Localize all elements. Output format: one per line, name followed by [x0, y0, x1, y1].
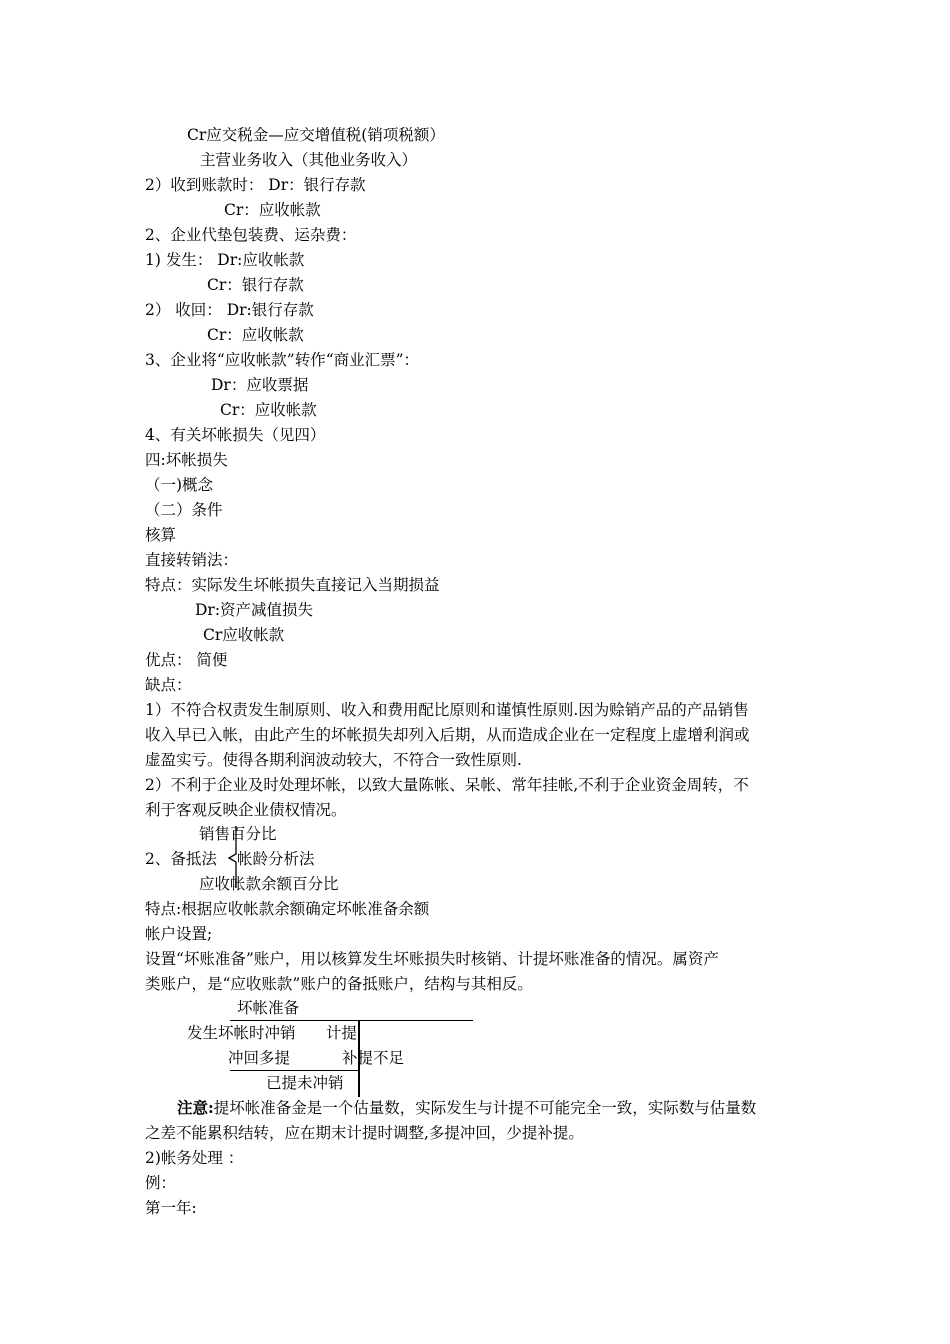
- t-account-balance: 已提未冲销: [266, 1074, 344, 1092]
- text-line: 直接转销法：: [145, 551, 239, 569]
- t-account-credit: 补提不足: [342, 1049, 405, 1067]
- text-line: 帐户设置;: [145, 925, 213, 943]
- left-brace-icon: [226, 826, 240, 888]
- section-heading: 2、企业代垫包装费、运杂费：: [145, 226, 357, 244]
- t-account-credit: 计提: [326, 1024, 358, 1042]
- text-line: 核算: [145, 526, 177, 544]
- text-line: 2） 收回： Dr:银行存款: [145, 301, 314, 319]
- text-line: 类账户，是“应收账款”账户的备抵账户，结构与其相反。: [145, 975, 533, 993]
- text-line: 主营业务收入（其他业务收入）: [200, 151, 418, 169]
- t-account-balance-line: [230, 1070, 359, 1071]
- brace-option: 应收帐款余额百分比: [199, 875, 339, 893]
- brace-option: 销售百分比: [199, 825, 277, 843]
- section-heading: 3、企业将“应收帐款”转作“商业汇票”：: [145, 351, 420, 369]
- text-line: 1）不符合权责发生制原则、收入和费用配比原则和谨慎性原则.因为赊销产品的产品销售: [145, 701, 749, 719]
- text-line: Dr：应收票据: [211, 376, 309, 394]
- text-line: Cr：银行存款: [207, 276, 304, 294]
- section-heading: 4、有关坏帐损失（见四）: [145, 426, 326, 444]
- text-line: 收入早已入帐，由此产生的坏帐损失却列入后期，从而造成企业在一定程度上虚增利润或: [145, 726, 750, 744]
- note-text: 提坏帐准备金是一个估量数，实际发生与计提不可能完全一致，实际数与估量数: [213, 1099, 757, 1117]
- t-account-top-line: [230, 1020, 473, 1021]
- brace-option: 帐龄分析法: [237, 850, 315, 868]
- note-line: [177, 1098, 756, 1118]
- text-line: 设置“坏账准备”账户，用以核算发生坏账损失时核销、计提坏账准备的情况。属资产: [145, 950, 719, 968]
- note-label: 注意:: [177, 1098, 214, 1117]
- text-line: 缺点：: [145, 676, 192, 694]
- text-line: 2、备抵法: [145, 850, 217, 868]
- text-line: 利于客观反映企业债权情况。: [145, 801, 347, 819]
- text-line: 2)帐务处理 ：: [145, 1149, 244, 1167]
- chapter-heading: 四:坏帐损失: [145, 451, 228, 469]
- text-line: Dr:资产减值损失: [195, 601, 314, 619]
- t-account-debit: 冲回多提: [228, 1049, 291, 1067]
- text-line: 特点:根据应收帐款余额确定坏帐准备余额: [145, 900, 430, 918]
- text-line: 特点：实际发生坏帐损失直接记入当期损益: [145, 576, 440, 594]
- subsection-heading: （一)概念: [145, 476, 214, 494]
- text-line: 1) 发生： Dr:应收帐款: [145, 251, 305, 269]
- text-line: 2）收到账款时： Dr：银行存款: [145, 176, 366, 194]
- subsection-heading: （二）条件: [145, 501, 223, 519]
- text-line: 第一年:: [145, 1199, 197, 1217]
- text-line: Cr应收帐款: [203, 626, 285, 644]
- t-account-title: 坏帐准备: [237, 999, 300, 1017]
- text-line: Cr：应收帐款: [220, 401, 317, 419]
- text-line: Cr应交税金—应交增值税(销项税额）: [187, 126, 445, 144]
- text-line: 例：: [145, 1174, 177, 1192]
- t-account-debit: 发生坏帐时冲销: [187, 1024, 296, 1042]
- text-line: 虚盈实亏。使得各期利润波动较大，不符合一致性原则.: [145, 751, 522, 769]
- text-line: Cr：应收帐款: [207, 326, 304, 344]
- text-line: 优点： 简便: [145, 651, 228, 669]
- note-line: 之差不能累积结转，应在期末计提时调整,多提冲回，少提补提。: [145, 1124, 584, 1142]
- text-line: 2）不利于企业及时处理坏帐，以致大量陈帐、呆帐、常年挂帐,不利于企业资金周转，不: [145, 776, 749, 794]
- text-line: Cr：应收帐款: [224, 201, 321, 219]
